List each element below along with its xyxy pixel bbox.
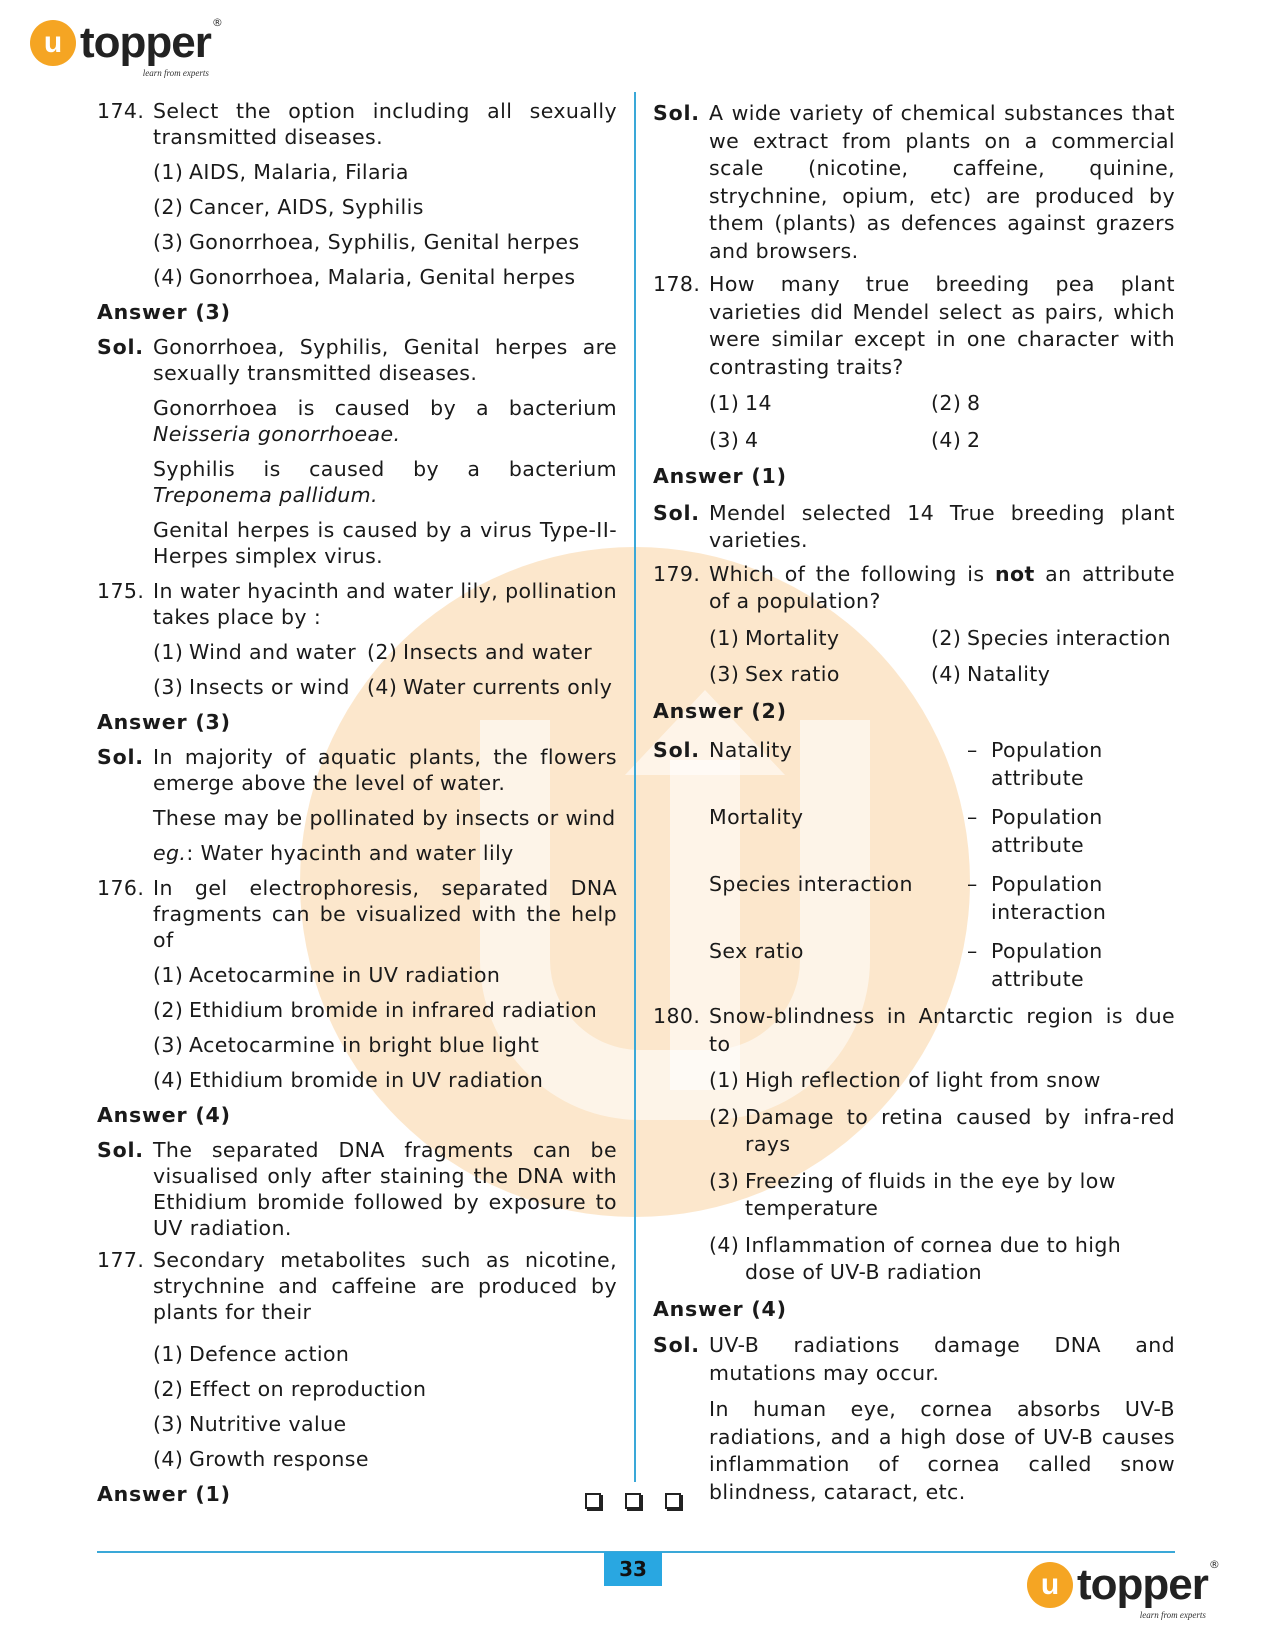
solution-label: Sol.: [97, 745, 144, 769]
solution: [97, 334, 617, 386]
answer: Answer (4): [97, 1103, 231, 1127]
topper-logo: [30, 16, 223, 78]
solution-text: A wide variety of chemical substances that we extract from plants on a commercial scale (nicotine, caffeine, quinine, strychnine, opium, etc) are produced by them (plants) as defences against grazers and browsers.: [709, 101, 1175, 263]
option: (2) Ethidium bromide in infrared radiation: [153, 998, 598, 1022]
question-174: [97, 98, 617, 150]
solution-text: Mendel selected 14 True breeding plant varieties.: [709, 500, 1175, 552]
question-number: 177.: [97, 1248, 145, 1272]
answer: Answer (3): [97, 710, 231, 734]
question-text: Which of the following is not an attribute of a population?: [709, 561, 1175, 613]
question-number: 176.: [97, 876, 145, 900]
logo-tagline: learn from experts: [142, 68, 209, 78]
option-row: (3) Insects or wind (4) Water currents only: [153, 675, 613, 699]
option: (1) Defence action: [153, 1342, 350, 1366]
option: (2) Effect on reproduction: [153, 1377, 427, 1401]
option: (1) High reflection of light from snow: [709, 1068, 1101, 1092]
option-row: (1) Wind and water (2) Insects and water: [153, 640, 593, 664]
question-text: Snow-blindness in Antarctic region is due to: [709, 1004, 1175, 1056]
registered-mark: ®: [211, 16, 223, 29]
question-180: [653, 1003, 1175, 1058]
square-bullet-icon: [625, 1493, 641, 1509]
answer: Answer (3): [97, 300, 231, 324]
option: (3) Gonorrhoea, Syphilis, Genital herpes: [153, 230, 580, 254]
question-179: [653, 561, 1175, 616]
answer: Answer (1): [653, 464, 787, 488]
option: (2) Damage to retina caused by infra-red rays: [709, 1104, 1175, 1156]
question-176: [97, 875, 617, 953]
question-number: 175.: [97, 579, 145, 603]
solution-text: Gonorrhoea, Syphilis, Genital herpes are sexually transmitted diseases.: [153, 335, 617, 385]
solution-text: The separated DNA fragments can be visualised only after staining the DNA with Ethidium bromide followed by exposure to UV radiation.: [153, 1138, 617, 1240]
solution-paragraph: Syphilis is caused by a bacterium Treponema pallidum.: [153, 457, 617, 507]
solution-paragraph: In human eye, cornea absorbs UV-B radiations, and a high dose of UV-B causes inflammation of cornea called snow blindness, cataract, etc.: [709, 1397, 1175, 1504]
question-text: Select the option including all sexually transmitted diseases.: [153, 99, 617, 149]
solution-text: In majority of aquatic plants, the flowers emerge above the level of water.: [153, 745, 617, 795]
question-text: In gel electrophoresis, separated DNA fragments can be visualized with the help of: [153, 876, 617, 952]
question-177: [97, 1247, 617, 1325]
answer: Answer (4): [653, 1296, 787, 1321]
option: (4) Growth response: [153, 1447, 369, 1471]
solution-label: Sol.: [97, 335, 144, 359]
option: (4) Inflammation of cornea due to high dose of UV-B radiation: [709, 1232, 1122, 1284]
solution-label: Sol.: [97, 1138, 144, 1162]
option: (1) Acetocarmine in UV radiation: [153, 963, 501, 987]
option: (4) Ethidium bromide in UV radiation: [153, 1068, 544, 1092]
solution: [653, 100, 1175, 265]
question-number: 180.: [653, 1004, 701, 1028]
solution: [97, 1137, 617, 1241]
question-175: [97, 578, 617, 630]
solution-paragraph: Genital herpes is caused by a virus Type-II-Herpes simplex virus.: [153, 518, 617, 568]
attribute-row: Sol. Natality – Population attribute: [653, 737, 1175, 792]
option-row: (3) Sex ratio (4) Natality: [709, 662, 1051, 686]
right-column: [653, 92, 1175, 1515]
option-row: (1) Mortality (2) Species interaction: [709, 625, 1171, 650]
solution-paragraph: eg.: Water hyacinth and water lily: [153, 841, 514, 865]
answer: Answer (1): [97, 1482, 231, 1506]
solution-label: Sol.: [653, 1333, 700, 1357]
option: (2) Cancer, AIDS, Syphilis: [153, 195, 424, 219]
answer: Answer (2): [653, 698, 787, 723]
option-row: (3) 4 (4) 2: [709, 427, 981, 452]
solution-paragraph: These may be pollinated by insects or wind: [153, 806, 616, 830]
logo-wordmark: topper: [80, 18, 211, 67]
attribute-row: Mortality – Population attribute: [709, 805, 1103, 857]
question-text: In water hyacinth and water lily, pollination takes place by :: [153, 579, 617, 629]
page-number: 33: [604, 1552, 662, 1586]
option: (3) Nutritive value: [153, 1412, 347, 1436]
logo-tagline: learn from experts: [1139, 1610, 1206, 1620]
question-number: 178.: [653, 272, 701, 296]
solution: [653, 500, 1175, 555]
attribute-row: Sex ratio – Population attribute: [709, 939, 1103, 991]
attribute-row: Species interaction – Population interaction: [709, 872, 1107, 924]
question-text: How many true breeding pea plant varieties did Mendel select as pairs, which were similar except in one character with contrasting traits?: [709, 272, 1175, 379]
option-row: (1) 14 (2) 8: [709, 391, 981, 415]
topper-logo-footer: [1027, 1558, 1220, 1620]
option: (4) Gonorrhoea, Malaria, Genital herpes: [153, 265, 576, 289]
solution: [653, 1332, 1175, 1387]
solution-label: Sol.: [653, 738, 700, 762]
option: (3) Acetocarmine in bright blue light: [153, 1033, 540, 1057]
solution-text: UV-B radiations damage DNA and mutations may occur.: [709, 1333, 1175, 1385]
solution-label: Sol.: [653, 101, 700, 125]
logo-badge-icon: u: [1027, 1562, 1073, 1608]
question-178: [653, 271, 1175, 381]
logo-wordmark: topper: [1077, 1560, 1208, 1609]
left-column: [97, 92, 617, 1516]
logo-badge-icon: u: [30, 20, 76, 66]
registered-mark: ®: [1208, 1558, 1220, 1571]
solution-label: Sol.: [653, 500, 700, 525]
question-text: Secondary metabolites such as nicotine, strychnine and caffeine are produced by plants for their: [153, 1248, 617, 1324]
column-divider: [634, 92, 636, 1482]
option: (3) Freezing of fluids in the eye by low temperature: [709, 1168, 1116, 1220]
question-number: 174.: [97, 99, 145, 123]
solution-paragraph: Gonorrhoea is caused by a bacterium Neisseria gonorrhoeae.: [153, 396, 617, 446]
question-number: 179.: [653, 561, 701, 586]
solution: [97, 744, 617, 796]
option: (1) AIDS, Malaria, Filaria: [153, 160, 409, 184]
